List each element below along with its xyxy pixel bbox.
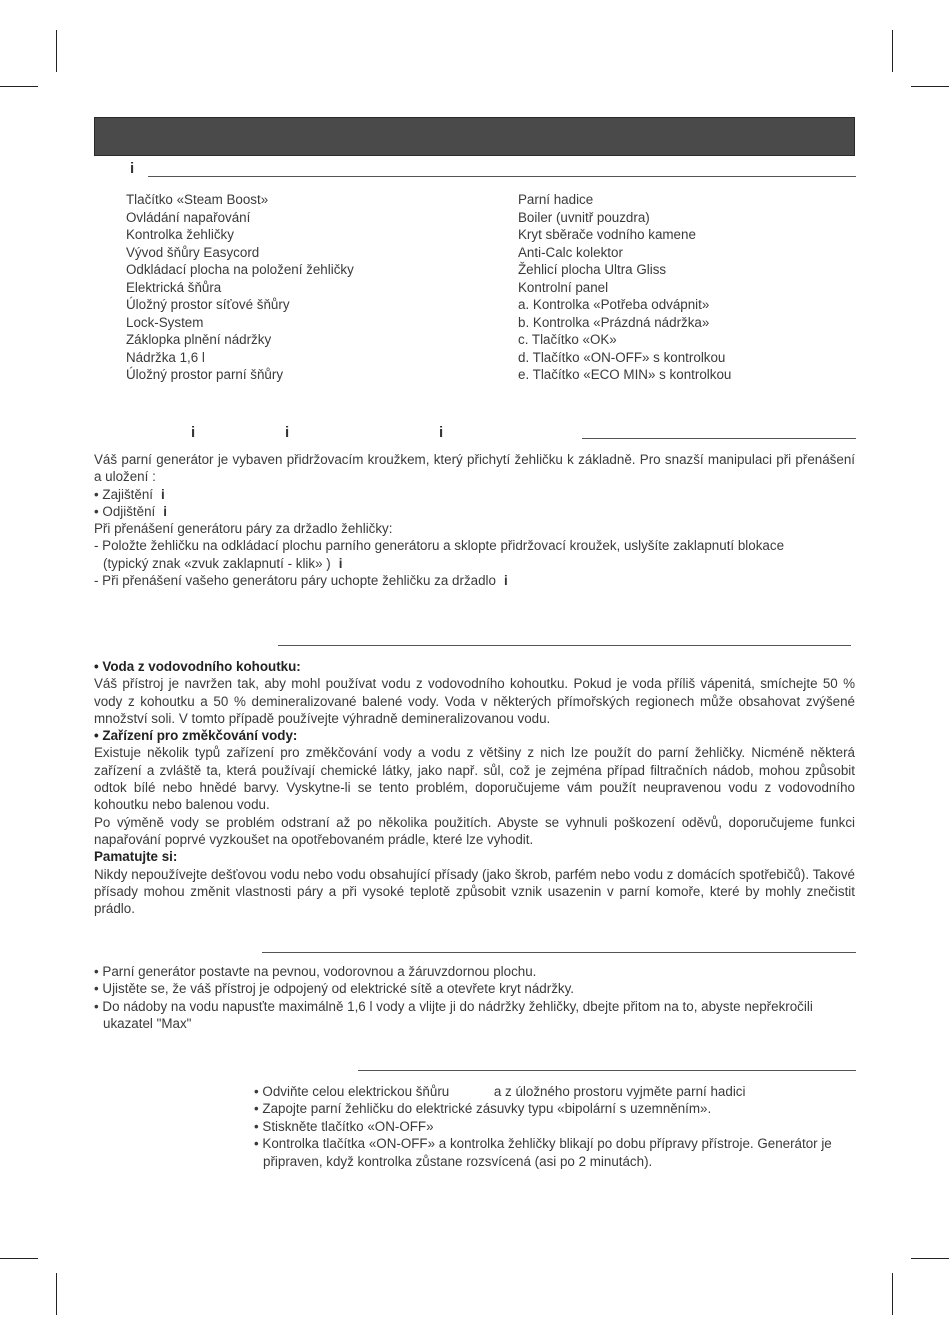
list-item: • Kontrolka tlačítka «ON-OFF» a kontrolka žehličky blikají po dobu přípravy přístroje. Generátor je připraven, když kontrolka zůstane rozsvícená (asi po 2 minutách).	[254, 1136, 832, 1169]
list-item: Elektrická šňůra	[126, 279, 222, 295]
list-item: Úložný prostor parní šňůry	[126, 367, 284, 382]
tap-water-title: • Voda z vodovodního kohoutku:	[94, 659, 301, 674]
section-rule	[582, 438, 856, 439]
remember-text: Nikdy nepoužívejte dešťovou vodu nebo vodu obsahující přísady (jako škrob, parfém nebo vodu z domácích spotřebičů). Takové přísady mohou změnit vlastnosti páry a při vysoké teplotě způsobit vznik usazenin v parní komoře, které by mohly znečistit prádlo.	[94, 866, 855, 917]
list-item: • Parní generátor postavte na pevnou, vodorovnou a žáruvzdornou plochu.	[94, 964, 537, 979]
list-item: Ovládání napařování	[126, 209, 251, 225]
list-item: • Do nádoby na vodu napusťte maximálně 1,6 l vody a vlijte ji do nádržky žehličky, dbejte přitom na to, abyste nepřekročili ukazatel "Max"	[94, 998, 813, 1032]
list-item: Záklopka plnění nádržky	[126, 332, 272, 347]
carry-step-1: - Položte žehličku na odkládací plochu parního generátoru a sklopte přidržovací kroužek, uslyšíte zaklapnutí blokace	[94, 538, 785, 554]
section-rule	[278, 645, 851, 646]
list-item: Žehlicí plocha Ultra Gliss	[518, 262, 667, 277]
list-item: Kryt sběrače vodního kamene	[518, 227, 696, 242]
section-glyph: i	[285, 424, 290, 441]
section-glyph: i	[191, 424, 196, 441]
carry-step-1-cont-text: (typický znak «zvuk zaklapnutí - klik» )	[103, 555, 331, 571]
fill-instructions	[94, 963, 855, 1033]
carry-step-2-text: - Při přenášení vašeho generátoru páry uchopte žehličku za držadlo	[94, 573, 496, 589]
list-item: • Stiskněte tlačítko «ON-OFF»	[254, 1118, 434, 1134]
components-list-left	[126, 191, 354, 384]
info-marker: i	[163, 503, 167, 519]
list-item: Nádržka 1,6 l	[126, 349, 205, 365]
lock-item-label: • Zajištění	[94, 486, 154, 502]
crop-mark	[911, 86, 949, 87]
info-marker: i	[161, 486, 165, 502]
softener-title: • Zařízení pro změkčování vody:	[94, 728, 298, 744]
lock-intro: Váš parní generátor je vybaven přidržovacím kroužkem, který přichytí žehličku k základně. Pro snazší manipulaci při přenášení a uložení :	[94, 452, 855, 485]
list-item: c. Tlačítko «OK»	[518, 332, 617, 347]
crop-mark	[0, 1258, 38, 1259]
unlock-item-label: • Odjištění	[94, 503, 156, 519]
lock-section-text	[94, 451, 855, 589]
softener-text-2: Po výměně vody se problém odstraní až po několika použitích. Abyste se vyhnuli poškození oděvů, doporučujeme funkci napařování poprvé vyzkoušet na opotřebovaném prádle, které lze vyhodit.	[94, 814, 855, 847]
section-rule	[148, 176, 856, 177]
start-instructions	[254, 1083, 856, 1170]
carry-title: Při přenášení generátoru páry za držadlo žehličky:	[94, 521, 393, 537]
section-rule	[358, 1070, 856, 1071]
list-item: Anti-Calc kolektor	[518, 244, 623, 260]
unlock-item	[94, 503, 855, 520]
list-item: • Ujistěte se, že váš přístroj je odpojený od elektrické sítě a otevřete kryt nádržky.	[94, 981, 575, 997]
list-item: Lock-System	[126, 314, 204, 330]
list-item: Boiler (uvnitř pouzdra)	[518, 209, 650, 225]
list-item: Kontrolka žehličky	[126, 227, 234, 242]
list-item: Parní hadice	[518, 192, 594, 207]
list-item: e. Tlačítko «ECO MIN» s kontrolkou	[518, 367, 732, 382]
info-marker: i	[338, 555, 343, 571]
info-marker: i	[503, 573, 508, 589]
water-section-text	[94, 658, 855, 917]
remember-title: Pamatujte si:	[94, 849, 178, 865]
section-glyph: i	[130, 160, 135, 177]
section-glyph: i	[439, 424, 444, 441]
list-item: • Odviňte celou elektrickou šňůru a z úložného prostoru vyjměte parní hadici	[254, 1084, 746, 1099]
crop-mark	[56, 1273, 57, 1315]
crop-mark	[0, 86, 38, 87]
list-item: Vývod šňůry Easycord	[126, 244, 260, 260]
tap-water-text: Váš přístroj je navržen tak, aby mohl používat vodu z vodovodního kohoutku. Pokud je voda příliš vápenitá, smíchejte 50 % vody z kohoutku a 50 % demineralizované balené vody. Voda v některých přímořských regionech může obsahovat zvýšené množství soli. V tomto případě používejte výhradně demineralizovanou vodu.	[94, 676, 855, 726]
crop-mark	[911, 1258, 949, 1259]
section-rule	[262, 952, 856, 953]
list-item: a. Kontrolka «Potřeba odvápnit»	[518, 297, 710, 312]
list-item: Odkládací plocha na položení žehličky	[126, 262, 354, 277]
header-bar	[94, 117, 855, 156]
carry-step-2	[94, 572, 855, 589]
list-item: Tlačítko «Steam Boost»	[126, 192, 269, 207]
crop-mark	[56, 30, 57, 72]
crop-mark	[892, 30, 893, 72]
components-list-right	[518, 191, 731, 384]
lock-item	[94, 486, 855, 503]
softener-text: Existuje několik typů zařízení pro změkčování vody a vodu z většiny z nich lze použít do parní žehličky. Nicméně některá zařízení a zvláště ta, která používají chemické látky, jako např. sůl, což je zejména případ filtračních nádob, mohou způsobit odtok bílé nebo hnědé barvy. Vyskytne-li se tento problém, doporučujeme vám použít neupravenou vodu z vodovodního kohoutku nebo balenou vodu.	[94, 745, 855, 813]
list-item: • Zapojte parní žehličku do elektrické zásuvky typu «bipolární s uzemněním».	[254, 1101, 712, 1117]
list-item: b. Kontrolka «Prázdná nádržka»	[518, 314, 710, 330]
carry-step-1-cont	[94, 555, 855, 572]
list-item: Kontrolní panel	[518, 279, 609, 295]
crop-mark	[892, 1273, 893, 1315]
list-item: Úložný prostor síťové šňůry	[126, 297, 290, 312]
list-item: d. Tlačítko «ON-OFF» s kontrolkou	[518, 349, 726, 365]
